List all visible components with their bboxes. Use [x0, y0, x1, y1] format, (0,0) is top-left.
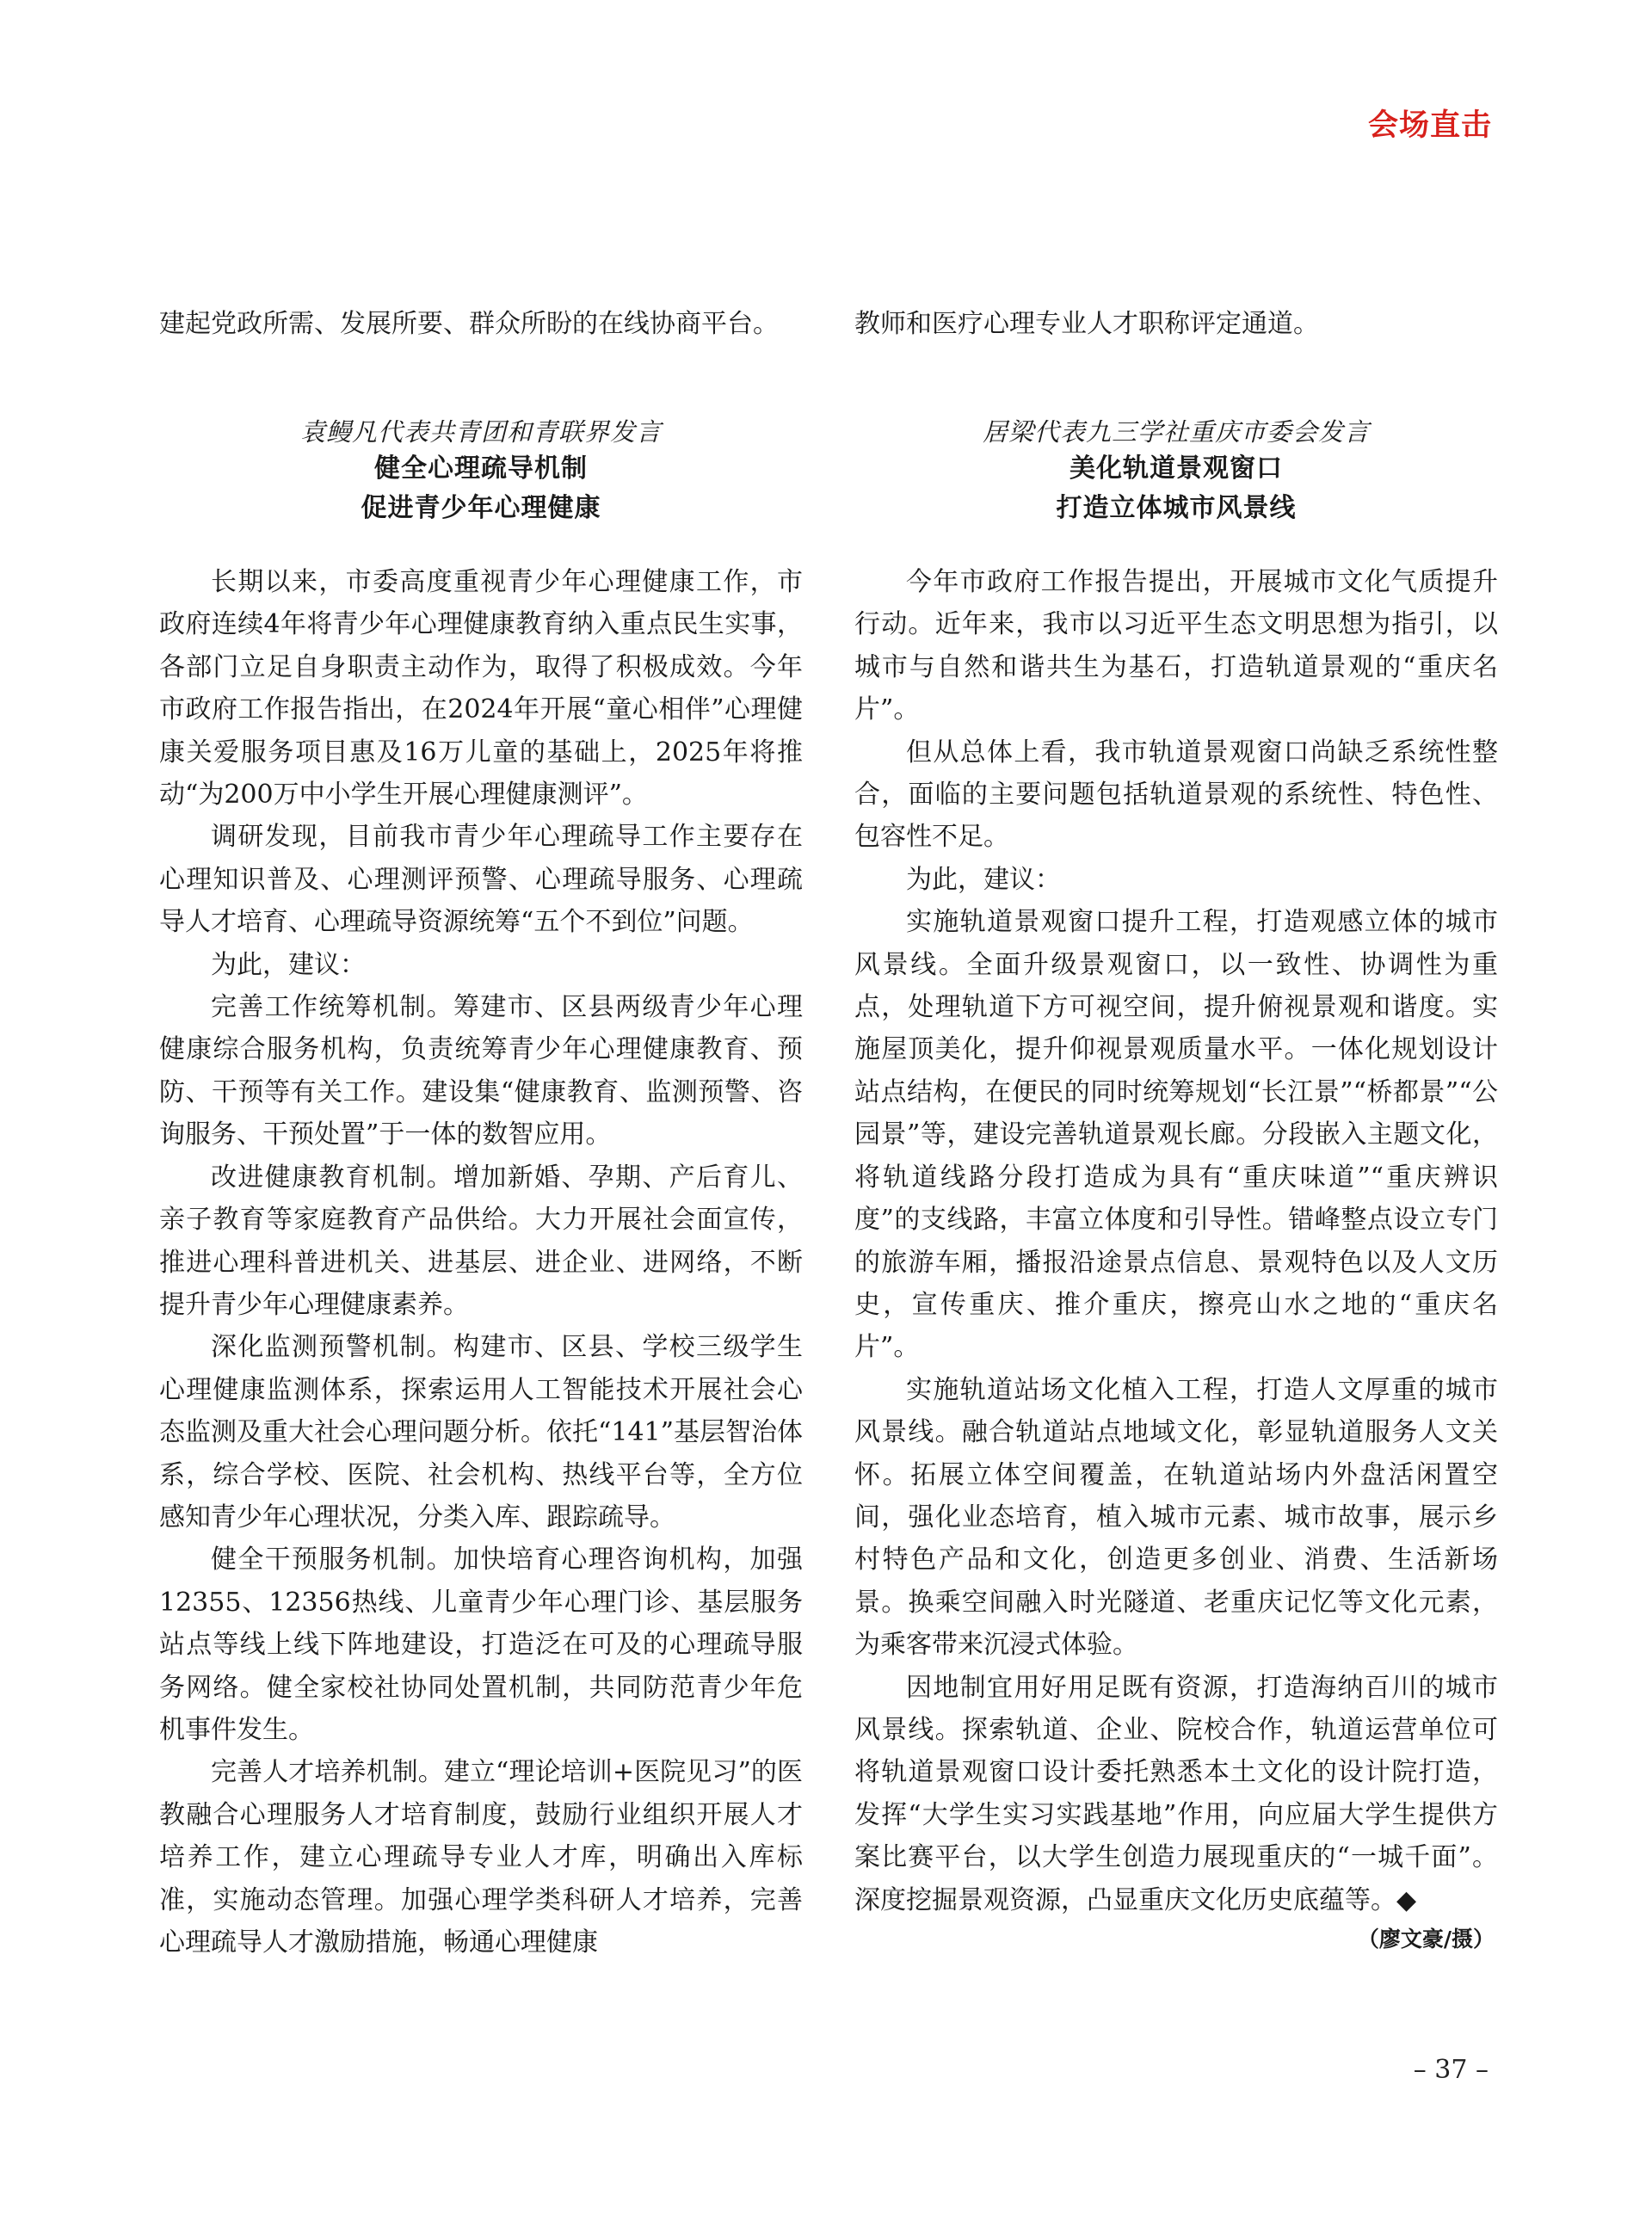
- page-number: – 37 –: [1413, 2055, 1489, 2085]
- body-paragraph: 实施轨道站场文化植入工程，打造人文厚重的城市风景线。融合轨道站点地域文化，彰显轨道服务人文关怀。拓展立体空间覆盖，在轨道站场内外盘活闲置空间，强化业态培育，植入城市元素、城市故事，展示乡村特色产品和文化，创造更多创业、消费、生活新场景。换乘空间融入时光隧道、老重庆记忆等文化元素，为乘客带来沉浸式体验。: [854, 1374, 1498, 1661]
- body-paragraph: 但从总体上看，我市轨道景观窗口尚缺乏系统性整合，面临的主要问题包括轨道景观的系统性、特色性、包容性不足。: [854, 737, 1498, 853]
- left-column: [159, 307, 803, 1964]
- body-paragraph: 调研发现，目前我市青少年心理疏导工作主要存在心理知识普及、心理测评预警、心理疏导服务、心理疏导人才培育、心理疏导资源统筹“五个不到位”问题。: [159, 822, 803, 938]
- article-title-line-1: 健全心理疏导机制: [374, 453, 588, 484]
- body-paragraph: 为此，建议：: [211, 949, 366, 980]
- body-paragraph: 健全干预服务机制。加快培育心理咨询机构，加强12355、12356热线、儿童青少年心理门诊、基层服务站点等线上线下阵地建设，打造泛在可及的心理疏导服务网络。健全家校社协同处置机制，共同防范青少年危机事件发生。: [159, 1545, 803, 1745]
- section-tag: 会场直击: [1367, 108, 1492, 143]
- body-paragraph: 深化监测预警机制。构建市、区县、学校三级学生心理健康监测体系，探索运用人工智能技术开展社会心态监测及重大社会心理问题分析。依托“141”基层智治体系，综合学校、医院、社会机构、热线平台等，全方位感知青少年心理状况，分类入库、跟踪疏导。: [159, 1332, 803, 1532]
- body-paragraph: 实施轨道景观窗口提升工程，打造观感立体的城市风景线。全面升级景观窗口，以一致性、协调性为重点，处理轨道下方可视空间，提升俯视景观和谐度。实施屋顶美化，提升仰视景观质量水平。一体化规划设计站点结构，在便民的同时统筹规划“长江景”“桥都景”“公园景”等，建设完善轨道景观长廊。分段嵌入主题文化，将轨道线路分段打造成为具有“重庆味道”“重庆辨识度”的支线路，丰富立体度和引导性。错峰整点设立专门的旅游车厢，播报沿途景点信息、景观特色以及人文历史，宣传重庆、推介重庆，擦亮山水之地的“重庆名片”。: [854, 907, 1498, 1363]
- continued-line: 建起党政所需、发展所要、群众所盼的在线协商平台。: [159, 309, 779, 339]
- body-paragraph: 因地制宜用好用足既有资源，打造海纳百川的城市风景线。探索轨道、企业、院校合作，轨道运营单位可将轨道景观窗口设计委托熟悉本土文化的设计院打造，发挥“大学生实习实践基地”作用，向应届大学生提供方案比赛平台，以大学生创造力展现重庆的“一城千面”。深度挖掘景观资源，凸显重庆文化历史底蕴等。◆: [854, 1672, 1498, 1915]
- body-paragraph: 为此，建议：: [906, 864, 1061, 895]
- body-paragraph: 完善工作统筹机制。筹建市、区县两级青少年心理健康综合服务机构，负责统筹青少年心理健康教育、预防、干预等有关工作。建设集“健康教育、监测预警、咨询服务、干预处置”于一体的数智应用。: [159, 992, 803, 1150]
- right-column: [854, 307, 1498, 1956]
- speaker-line: 袁鳗凡代表共青团和青联界发言: [299, 417, 662, 447]
- speaker-line: 居梁代表九三学社重庆市委会发言: [982, 417, 1370, 447]
- body-paragraph: 改进健康教育机制。增加新婚、孕期、产后育儿、亲子教育等家庭教育产品供给。大力开展社会面宣传，推进心理科普进机关、进基层、进企业、进网络，不断提升青少年心理健康素养。: [159, 1162, 803, 1320]
- article-heading: [854, 415, 1498, 528]
- continued-line: 教师和医疗心理专业人才职称评定通道。: [854, 309, 1319, 339]
- article-title-line-1: 美化轨道景观窗口: [1069, 453, 1283, 484]
- article-title-line-2: 促进青少年心理健康: [361, 493, 601, 523]
- article-title-line-2: 打造立体城市风景线: [1056, 493, 1297, 523]
- body-paragraph: 完善人才培养机制。建立“理论培训+医院见习”的医教融合心理服务人才培育制度，鼓励行业组织开展人才培养工作，建立心理疏导专业人才库，明确出入库标准，实施动态管理。加强心理学类科研人才培养，完善心理疏导人才激励措施，畅通心理健康: [159, 1757, 803, 1958]
- photo-credit: （廖文豪/摄）: [1357, 1927, 1495, 1952]
- body-paragraph: 长期以来，市委高度重视青少年心理健康工作，市政府连续4年将青少年心理健康教育纳入重点民生实事，各部门立足自身职责主动作为，取得了积极成效。今年市政府工作报告指出，在2024年开展“童心相伴”心理健康关爱服务项目惠及16万儿童的基础上，2025年将推动“为200万中小学生开展心理健康测评”。: [159, 567, 803, 811]
- article-heading: [159, 415, 803, 528]
- body-paragraph: 今年市政府工作报告提出，开展城市文化气质提升行动。近年来，我市以习近平生态文明思想为指引，以城市与自然和谐共生为基石，打造轨道景观的“重庆名片”。: [854, 567, 1498, 725]
